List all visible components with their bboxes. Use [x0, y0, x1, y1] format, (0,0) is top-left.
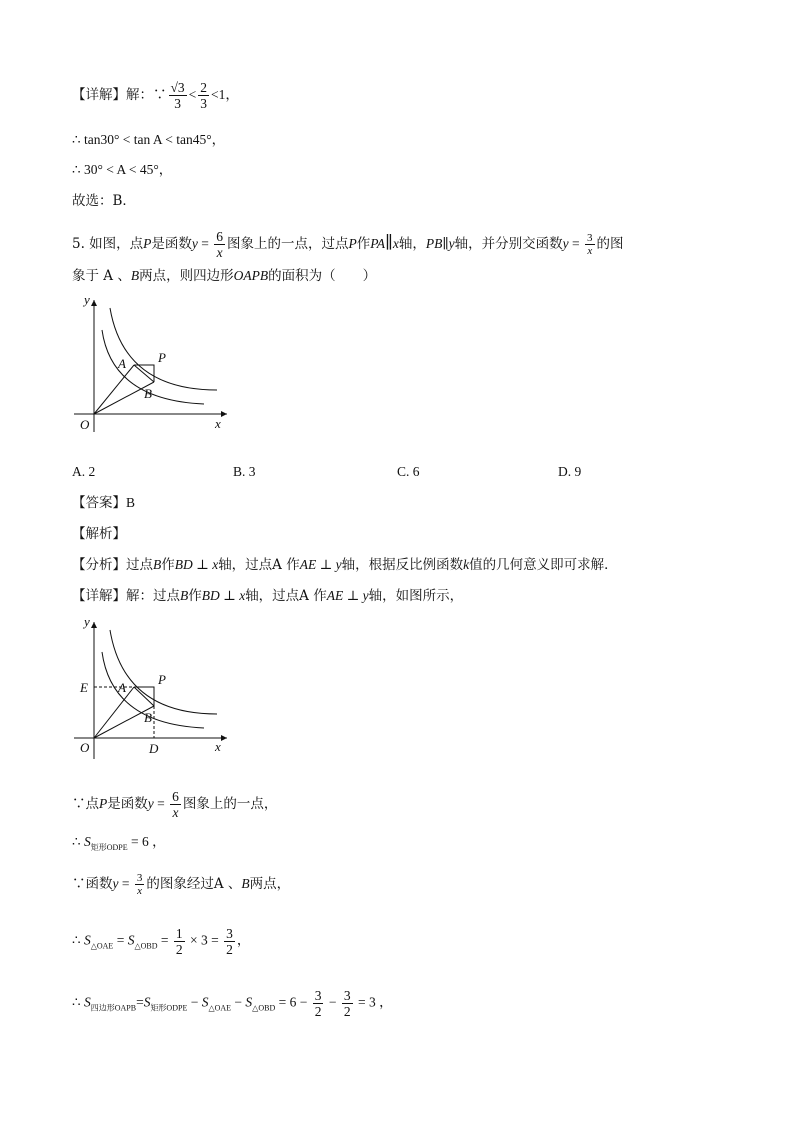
- detail-line-3: ∴ 30° < A < 45°，: [72, 162, 173, 177]
- segment-A-B: [134, 365, 154, 382]
- segment-O-A: [94, 365, 134, 414]
- fraction-3-over-x: $\frac{3}{x}$: [587, 232, 593, 257]
- step-1: ∵点P是函数y = $\frac{6}{x}$ 图象上的一点，: [72, 789, 278, 820]
- label-y: y: [84, 292, 90, 307]
- label-P: P: [158, 350, 166, 365]
- label-y: y: [84, 614, 90, 629]
- detail-line-1: 【详解】解：∵ $\frac{√3}{3}$ < $\frac{2}{3}$ <1，: [72, 80, 239, 111]
- segment-A-B: [134, 687, 154, 706]
- analysis-label: 【解析】: [72, 526, 126, 542]
- step-2: ∴ $S_{矩形ODPE} = 6$ ，: [72, 834, 166, 852]
- figure-2-hyperbola-diagram: [72, 614, 242, 764]
- fraction-6-over-x: $\frac{6}{x}$: [216, 229, 224, 260]
- step-3: ∵函数y = $\frac{3}{x}$ 的图象经过A 、B两点，: [72, 872, 291, 897]
- option-b[interactable]: B. 3: [233, 464, 256, 479]
- answer-value: B: [126, 495, 136, 510]
- option-a[interactable]: A. 2: [72, 464, 96, 479]
- label-E: E: [80, 680, 88, 695]
- fenxi-line: 【分析】过点B作BD ⊥ x轴，过点A 作AE ⊥ y轴，根据反比例函数k值的几何意义即可求解．: [72, 557, 618, 573]
- detail-label: 【详解】: [72, 87, 126, 103]
- detail-line-4: 故选：B．: [72, 193, 136, 209]
- segment-O-A: [94, 687, 134, 738]
- label-O: O: [80, 740, 90, 755]
- label-O: O: [80, 417, 90, 432]
- detail-line-2: ∴ tan30° < tan A < tan45°，: [72, 132, 226, 147]
- figure-1-hyperbola-diagram: [72, 292, 242, 442]
- question-5-line-2: 象于 A 、B两点，则四边形OAPB的面积为（ ）: [72, 268, 377, 284]
- question-5-line-1: 5. 如图，点P是函数y = $\frac{6}{x}$ 图象上的一点，过点P作PA∥x轴，PB∥y轴，并分别交函数y = $\frac{3}{x}$ 的图: [72, 229, 624, 260]
- label-P: P: [158, 672, 166, 687]
- label-A: A: [118, 680, 126, 695]
- answer-label: 【答案】: [72, 495, 126, 511]
- label-B: B: [144, 386, 152, 401]
- option-d[interactable]: D. 9: [558, 464, 582, 479]
- label-B: B: [144, 710, 152, 725]
- label-D: D: [149, 741, 159, 756]
- label-x: x: [215, 739, 221, 754]
- label-A: A: [118, 356, 126, 371]
- step-5: ∴ $S_{四边形OAPB}=S_{矩形ODPE} - S_{\triangle OAE} - S_{\triangle OBD} = 6$ − $\frac{3}{2}$ − $\frac{3}{2}$ = 3 ，: [72, 988, 393, 1019]
- step-4: ∴ $S_{\triangle OAE} = S_{\triangle OBD}$ = $\frac{1}{2}$ × 3 = $\frac{3}{2}$ ，: [72, 926, 251, 957]
- fraction-2-over-3: $\frac{2}{3}$: [200, 80, 208, 111]
- label-x: x: [215, 416, 221, 431]
- fraction-sqrt3-over-3: $\frac{√3}{3}$: [170, 80, 185, 111]
- answer-line: [72, 493, 135, 513]
- option-c[interactable]: C. 6: [397, 464, 420, 479]
- xiangjie-line: 【详解】解：过点B作BD ⊥ x轴，过点A 作AE ⊥ y轴，如图所示，: [72, 588, 464, 604]
